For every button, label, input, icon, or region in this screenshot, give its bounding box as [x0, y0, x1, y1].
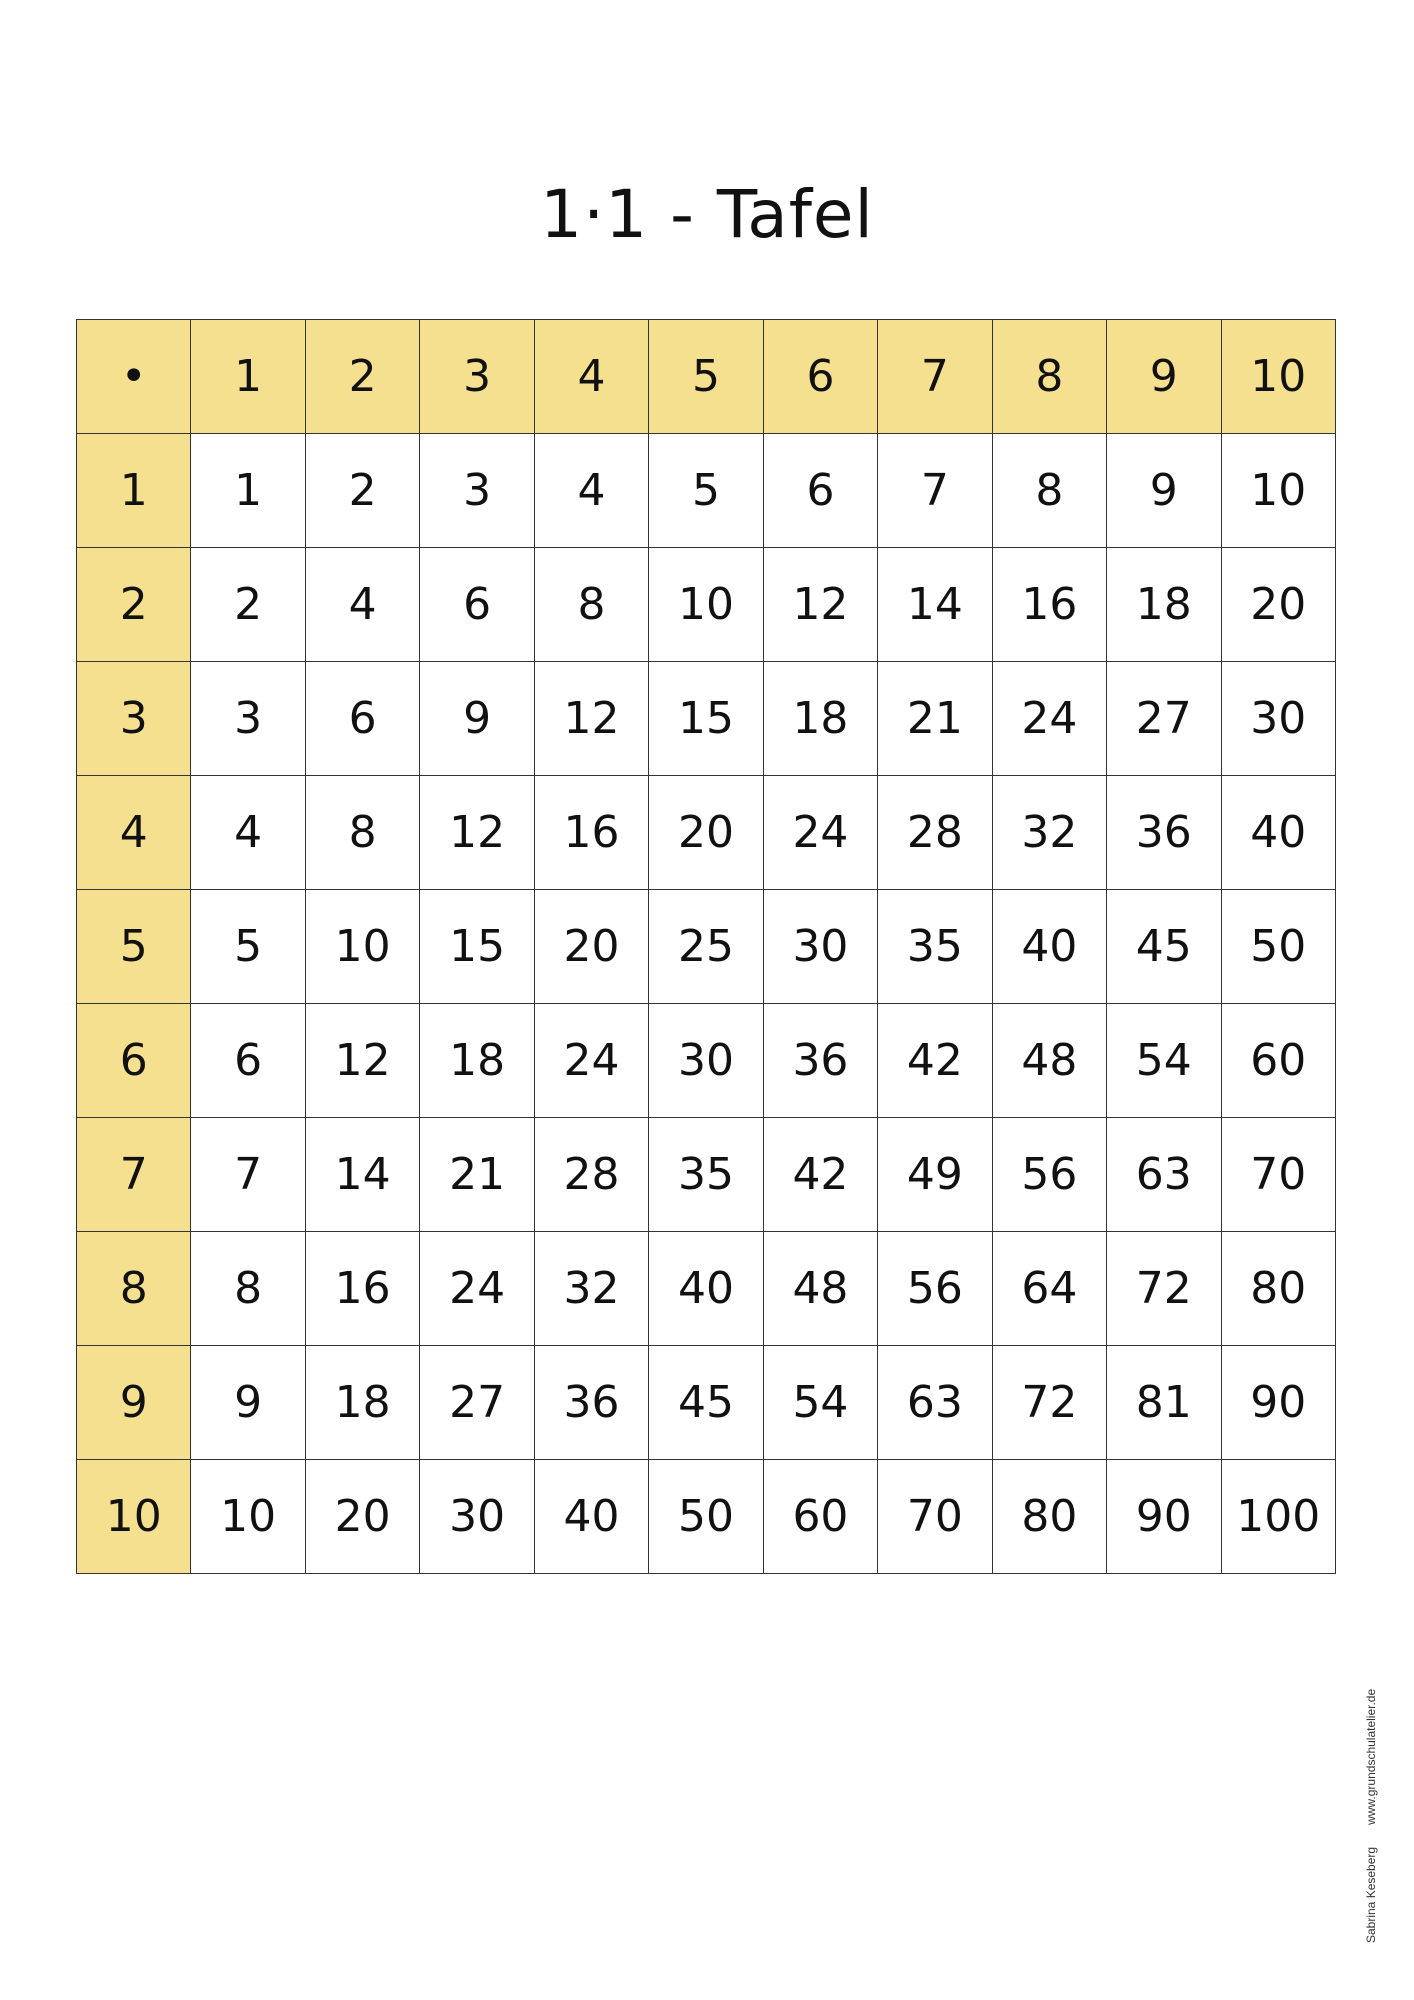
product-cell: 54 [763, 1346, 877, 1460]
product-cell: 9 [420, 662, 534, 776]
product-cell: 36 [1107, 776, 1221, 890]
product-cell: 27 [1107, 662, 1221, 776]
product-cell: 4 [191, 776, 305, 890]
product-cell: 2 [191, 548, 305, 662]
product-cell: 21 [420, 1118, 534, 1232]
row-header: 3 [77, 662, 191, 776]
row-header: 1 [77, 434, 191, 548]
product-cell: 16 [534, 776, 648, 890]
page-title: 1·1 - Tafel [540, 176, 874, 253]
product-cell: 16 [305, 1232, 419, 1346]
product-cell: 30 [420, 1460, 534, 1574]
column-header: 7 [878, 320, 992, 434]
product-cell: 90 [1107, 1460, 1221, 1574]
product-cell: 28 [878, 776, 992, 890]
product-cell: 36 [534, 1346, 648, 1460]
row-header: 2 [77, 548, 191, 662]
product-cell: 6 [191, 1004, 305, 1118]
row-header: 5 [77, 890, 191, 1004]
product-cell: 12 [534, 662, 648, 776]
table-row [77, 1004, 1336, 1118]
product-cell: 72 [1107, 1232, 1221, 1346]
product-cell: 35 [649, 1118, 763, 1232]
product-cell: 72 [992, 1346, 1106, 1460]
column-header: 8 [992, 320, 1106, 434]
product-cell: 6 [305, 662, 419, 776]
credit-website: www.grundschulatelier.de [1364, 1688, 1378, 1825]
product-cell: 5 [649, 434, 763, 548]
product-cell: 80 [992, 1460, 1106, 1574]
product-cell: 35 [878, 890, 992, 1004]
product-cell: 63 [878, 1346, 992, 1460]
product-cell: 1 [191, 434, 305, 548]
product-cell: 36 [763, 1004, 877, 1118]
product-cell: 20 [534, 890, 648, 1004]
row-header: 10 [77, 1460, 191, 1574]
row-header: 6 [77, 1004, 191, 1118]
product-cell: 14 [305, 1118, 419, 1232]
product-cell: 18 [420, 1004, 534, 1118]
product-cell: 3 [420, 434, 534, 548]
product-cell: 9 [1107, 434, 1221, 548]
table-row [77, 890, 1336, 1004]
product-cell: 50 [649, 1460, 763, 1574]
product-cell: 20 [649, 776, 763, 890]
row-header: 8 [77, 1232, 191, 1346]
product-cell: 40 [992, 890, 1106, 1004]
product-cell: 7 [878, 434, 992, 548]
product-cell: 12 [305, 1004, 419, 1118]
product-cell: 4 [305, 548, 419, 662]
product-cell: 18 [305, 1346, 419, 1460]
product-cell: 8 [191, 1232, 305, 1346]
product-cell: 45 [649, 1346, 763, 1460]
product-cell: 18 [1107, 548, 1221, 662]
product-cell: 10 [1221, 434, 1335, 548]
table-row [77, 1460, 1336, 1574]
product-cell: 50 [1221, 890, 1335, 1004]
product-cell: 3 [191, 662, 305, 776]
table-body [77, 320, 1336, 1574]
row-header: 4 [77, 776, 191, 890]
table-row [77, 434, 1336, 548]
product-cell: 54 [1107, 1004, 1221, 1118]
product-cell: 28 [534, 1118, 648, 1232]
header-row [77, 320, 1336, 434]
product-cell: 56 [878, 1232, 992, 1346]
product-cell: 5 [191, 890, 305, 1004]
credit-line [1364, 1689, 1378, 1943]
product-cell: 15 [420, 890, 534, 1004]
product-cell: 42 [763, 1118, 877, 1232]
product-cell: 8 [305, 776, 419, 890]
product-cell: 100 [1221, 1460, 1335, 1574]
column-header: 3 [420, 320, 534, 434]
column-header: 5 [649, 320, 763, 434]
product-cell: 40 [1221, 776, 1335, 890]
product-cell: 63 [1107, 1118, 1221, 1232]
column-header: 2 [305, 320, 419, 434]
product-cell: 45 [1107, 890, 1221, 1004]
product-cell: 56 [992, 1118, 1106, 1232]
product-cell: 32 [534, 1232, 648, 1346]
product-cell: 25 [649, 890, 763, 1004]
table-row [77, 1346, 1336, 1460]
product-cell: 14 [878, 548, 992, 662]
product-cell: 20 [1221, 548, 1335, 662]
table-row [77, 1232, 1336, 1346]
product-cell: 24 [763, 776, 877, 890]
product-cell: 10 [305, 890, 419, 1004]
product-cell: 30 [763, 890, 877, 1004]
product-cell: 9 [191, 1346, 305, 1460]
product-cell: 20 [305, 1460, 419, 1574]
product-cell: 18 [763, 662, 877, 776]
product-cell: 12 [763, 548, 877, 662]
product-cell: 70 [878, 1460, 992, 1574]
product-cell: 15 [649, 662, 763, 776]
product-cell: 16 [992, 548, 1106, 662]
product-cell: 4 [534, 434, 648, 548]
product-cell: 49 [878, 1118, 992, 1232]
product-cell: 70 [1221, 1118, 1335, 1232]
column-header: 10 [1221, 320, 1335, 434]
row-header: 9 [77, 1346, 191, 1460]
column-header: 4 [534, 320, 648, 434]
product-cell: 30 [649, 1004, 763, 1118]
multiplication-table [76, 319, 1336, 1574]
product-cell: 24 [992, 662, 1106, 776]
product-cell: 40 [649, 1232, 763, 1346]
product-cell: 12 [420, 776, 534, 890]
product-cell: 27 [420, 1346, 534, 1460]
product-cell: 40 [534, 1460, 648, 1574]
credit-author: Sabrina Keseberg [1364, 1846, 1378, 1943]
table-row [77, 662, 1336, 776]
product-cell: 90 [1221, 1346, 1335, 1460]
corner-cell: • [77, 320, 191, 434]
product-cell: 10 [191, 1460, 305, 1574]
column-header: 1 [191, 320, 305, 434]
product-cell: 48 [763, 1232, 877, 1346]
product-cell: 64 [992, 1232, 1106, 1346]
product-cell: 10 [649, 548, 763, 662]
product-cell: 42 [878, 1004, 992, 1118]
product-cell: 8 [534, 548, 648, 662]
product-cell: 24 [534, 1004, 648, 1118]
product-cell: 48 [992, 1004, 1106, 1118]
table-row [77, 548, 1336, 662]
product-cell: 8 [992, 434, 1106, 548]
product-cell: 2 [305, 434, 419, 548]
product-cell: 32 [992, 776, 1106, 890]
product-cell: 6 [763, 434, 877, 548]
row-header: 7 [77, 1118, 191, 1232]
product-cell: 24 [420, 1232, 534, 1346]
table-row [77, 1118, 1336, 1232]
column-header: 6 [763, 320, 877, 434]
table-row [77, 776, 1336, 890]
product-cell: 80 [1221, 1232, 1335, 1346]
product-cell: 21 [878, 662, 992, 776]
product-cell: 60 [1221, 1004, 1335, 1118]
column-header: 9 [1107, 320, 1221, 434]
product-cell: 81 [1107, 1346, 1221, 1460]
product-cell: 6 [420, 548, 534, 662]
product-cell: 60 [763, 1460, 877, 1574]
product-cell: 7 [191, 1118, 305, 1232]
product-cell: 30 [1221, 662, 1335, 776]
